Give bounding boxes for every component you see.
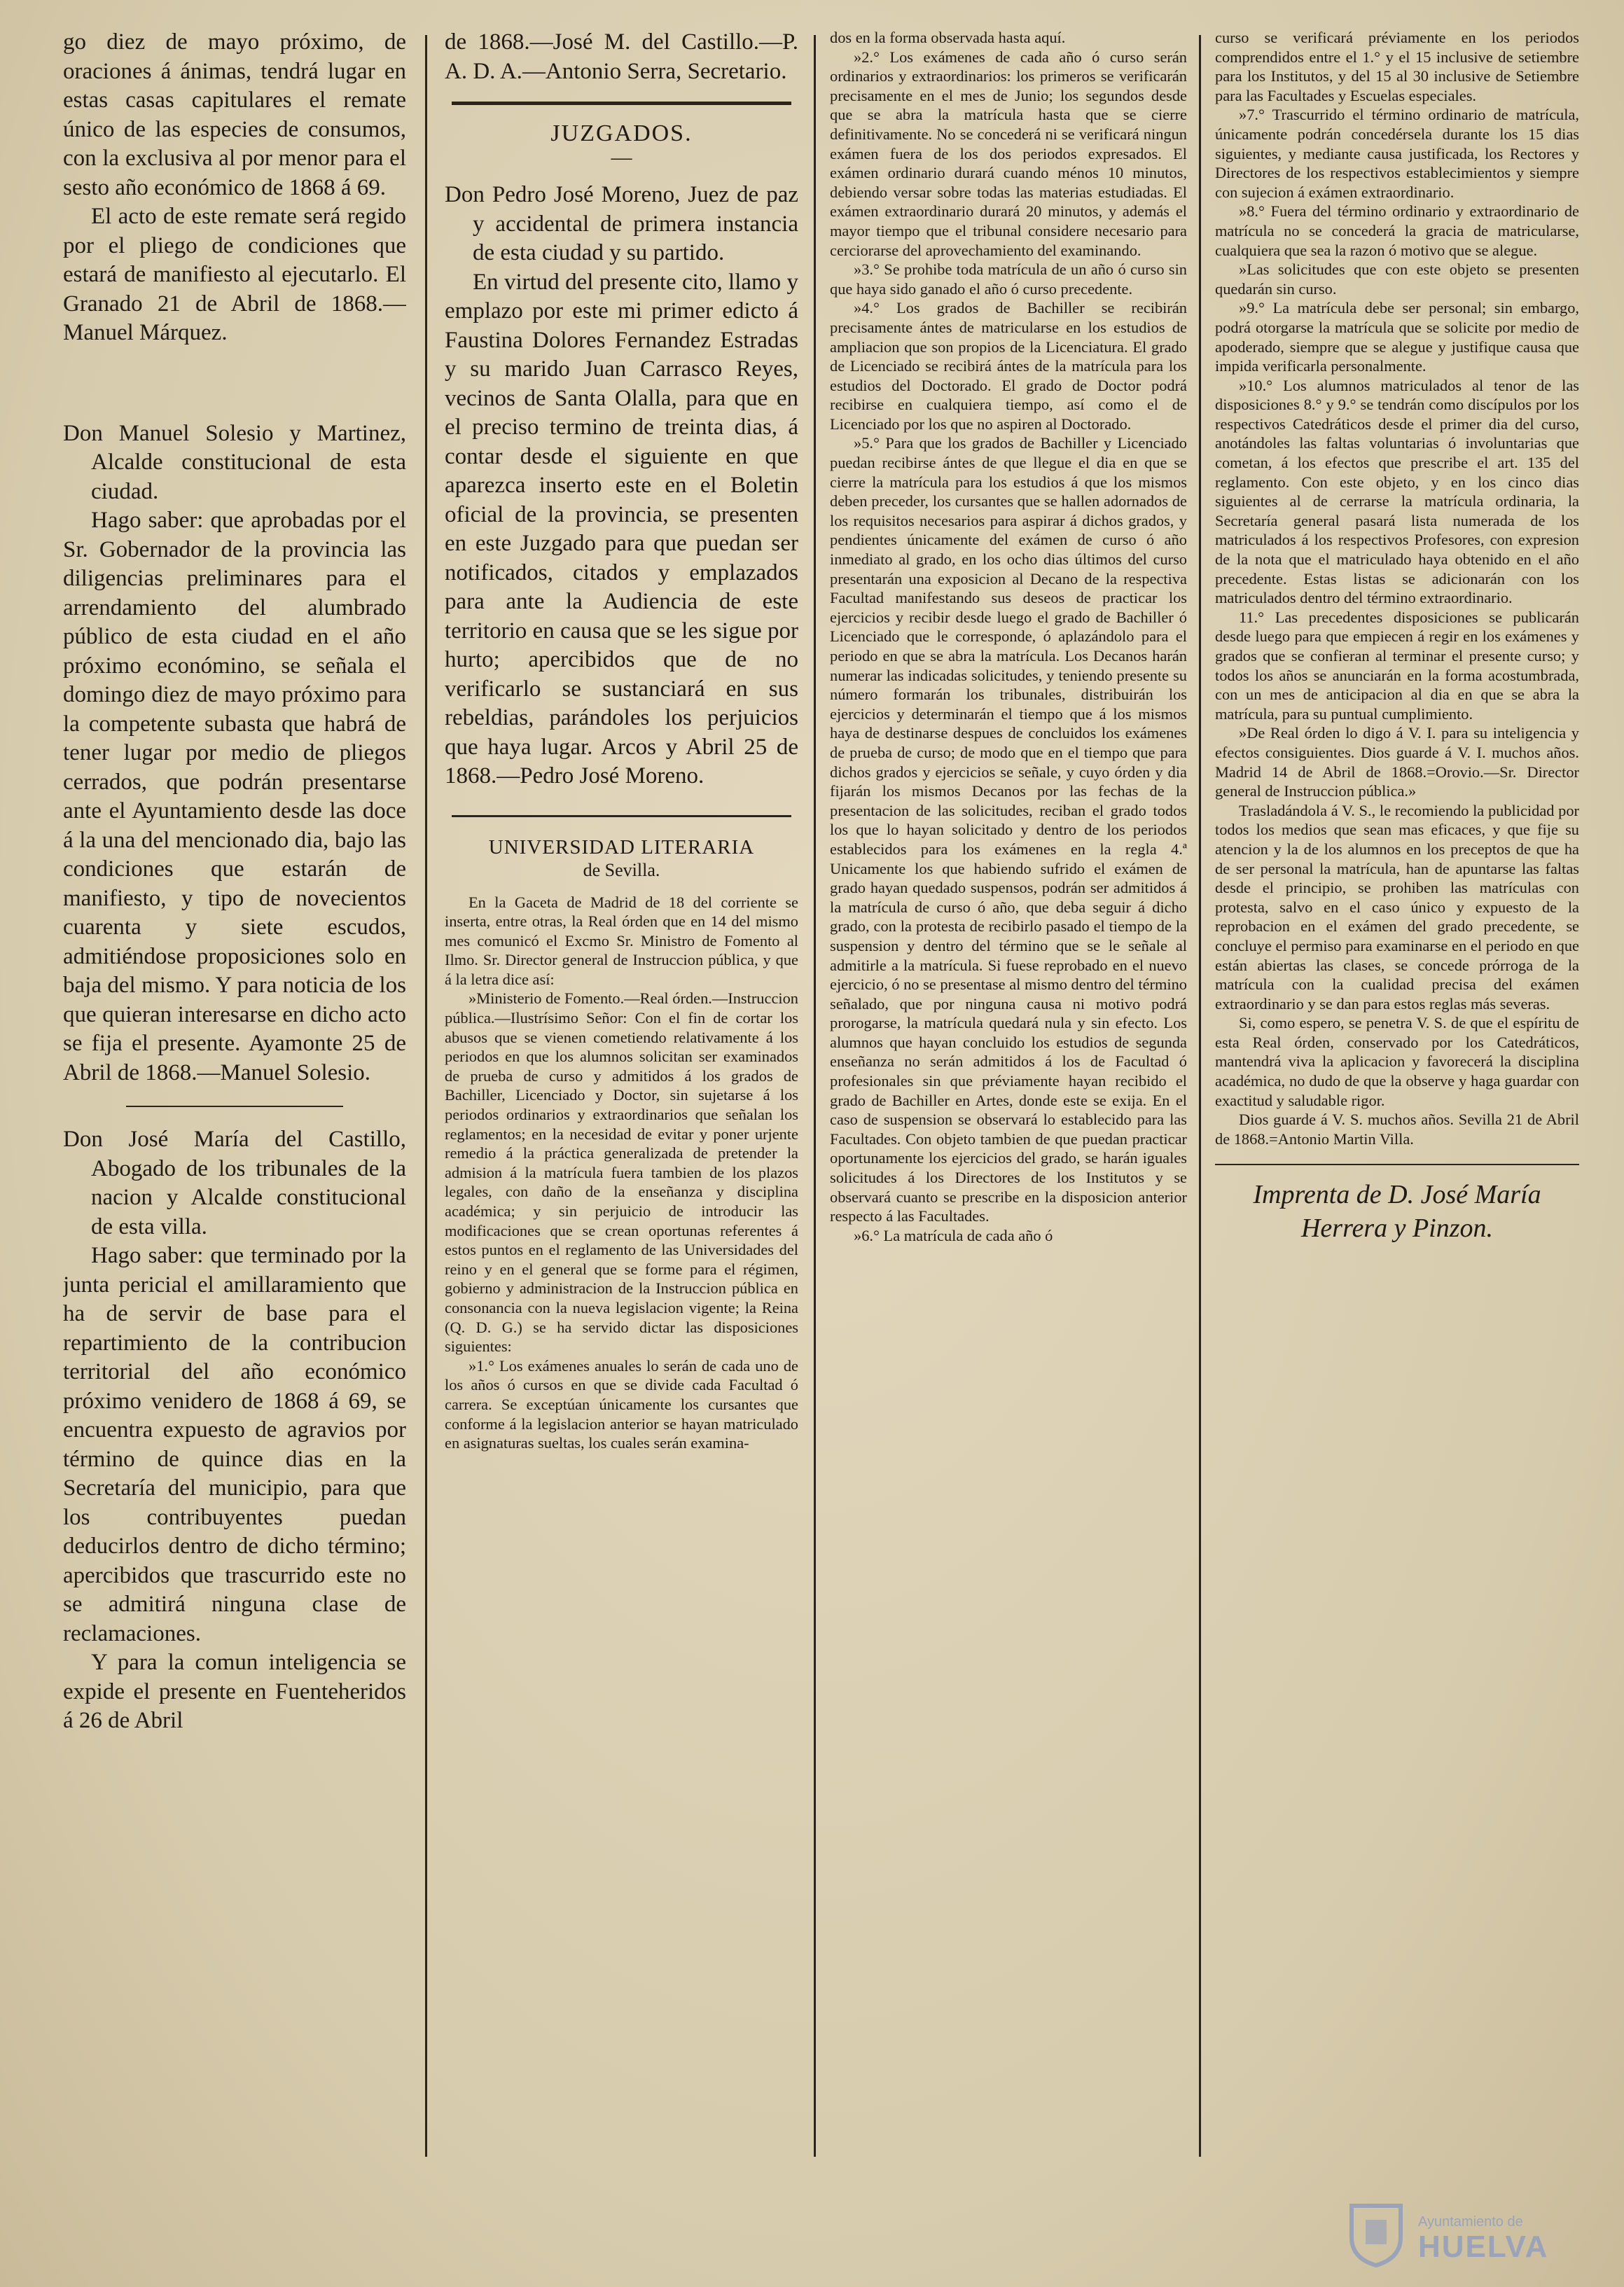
column-rule	[814, 35, 816, 2157]
paragraph: En virtud del presente cito, llamo y emplazo por este mi primer edicto á Faustina Dolores Fernandez Estradas y su marido Juan Carrasco Reyes, vecinos de Santa Olalla, para que en el preciso termino de treinta dias, á contar desde el siguiente en que aparezca inserto este en el Boletin oficial de la provincia, se presenten en este Juzgado para que puedan ser notificados, citados y emplazados para ante la Audiencia de este territorio en causa que se les sigue por hurto; apercibidos que de no verificarlo se sustanciará en sus rebeldias, parándoles los perjuicios que haya lugar. Arcos y Abril 25 de 1868.—Pedro José Moreno.	[445, 269, 798, 788]
paragraph: Trasladándola á V. S., le recomiendo la publicidad por todos los medios que sean mas eficaces, y que fije su atencion y la de los alumnos en los preceptos de que ha de ser personal la matrícula, han de apuntarse las faltas desde el principio, se prohiben las matrículas con protesta, salvo en el caso único y expuesto de la reprobacion en el exámen del grado precedente, se concluye el permiso para examinarse en el periodo en que están abiertas las clases, se concede prórroga de la matrícula con la cualidad precisa del exámen extraordinario y se dan para estos reglas más severas.	[1215, 801, 1579, 1013]
paragraph: go diez de mayo próximo, de oraciones á ánimas, tendrá lugar en estas casas capitulares el remate único de las especies de consumos, con la exclusiva al por menor para el sesto año económico de 1868 á 69.	[63, 29, 406, 200]
printer-imprint: Imprenta de D. José María	[1253, 1180, 1541, 1210]
paragraph: Y para la comun inteligencia se expide el presente en Fuenteheridos á 26 de Abril	[63, 1650, 406, 1733]
paragraph: »1.° Los exámenes anuales lo serán de cada uno de los años ó cursos en que se divide cada Facultad ó carrera. Se exceptúan únicamente los cursantes que conforme á la legislacion anterior se hayan matriculado en asignaturas sueltas, los cuales serán examina-	[445, 1356, 798, 1452]
paragraph: »4.° Los grados de Bachiller se recibirán precisamente ántes de matricularse en los estudios de ampliacion que son propios de la Licenciatura. El grado de Licenciado se recibirá ántes de la matrícula para los estudios del Doctorado. El grado de Doctor podrá recibirse en cualquiera tiempo, así como el de Licenciado por los que no aspiren al Doctorado.	[830, 299, 1187, 433]
paragraph: »Ministerio de Fomento.—Real órden.—Instruccion pública.—Ilustrísimo Señor: Con el fin de cortar los abusos que se vienen cometiendo relativamente á los periodos en que los alumnos solicitan ser examinados de prueba de curso y admitidos á los grados de Bachiller, Licenciado y Doctor, sin sujetarse á los periodos ordinarios y extraordinarios que señalan los reglamentos; en la necesidad de evitar y poner urjente remedio á la práctica generalizada de pretender la admision á la matrícula fuera tambien de los plazos legales, con daño de la enseñanza y disciplina académica; y sin perjuicio de introducir las modificaciones que se crean oportunas referentes á estos puntos en el reglamento de las Universidades del reino y en el general que se forme para el régimen, gobierno y administracion de la Instruccion pública en consonancia con la nueva legislacion vigente; la Reina (Q. D. G.) se ha servido dictar las disposiciones siguientes:	[445, 989, 798, 1356]
paragraph: Hago saber: que aprobadas por el Sr. Gobernador de la provincia las diligencias preliminares para el arrendamiento del alumbrado público de esta ciudad en el año próximo económino, se señala el domingo diez de mayo próximo para la competente subasta que habrá de tener lugar por medio de pliegos cerrados, que podrán presentarse ante el Ayuntamiento desde las doce á la una del mencionado dia, bajo las condiciones que estarán de manifiesto, y tipo de novecientos cuarenta y siete escudos, admitiéndose proposiciones solo en baja del mismo. Y para noticia de los que quieran interesarse en dicho acto se fija el presente. Ayamonte 25 de Abril de 1868.—Manuel Solesio.	[63, 508, 406, 1085]
paragraph: »Las solicitudes que con este objeto se presenten quedarán sin curso.	[1215, 260, 1579, 298]
separator-rule	[126, 1106, 343, 1107]
paragraph: de 1868.—José M. del Castillo.—P. A. D. A.—Antonio Serra, Secretario.	[445, 29, 798, 84]
column-1	[63, 28, 406, 1736]
paragraph: En la Gaceta de Madrid de 18 del corriente se inserta, entre otras, la Real órden que en 14 del mismo mes comunicó el Excmo Sr. Ministro de Fomento al Ilmo. Sr. Director general de Instruccion pública, y que á la letra dice así:	[445, 893, 798, 988]
paragraph: »9.° La matrícula debe ser personal; sin embargo, podrá otorgarse la matrícula que se solicite por medio de apoderado, siempre que se alegue y justifique causa que impida verificarla personalmente.	[1215, 299, 1579, 375]
section-heading: UNIVERSIDAD LITERARIA	[488, 835, 755, 859]
column-rule	[1199, 35, 1201, 2157]
paragraph: »3.° Se prohibe toda matrícula de un año ó curso sin que haya sido ganado el año ó curso precedente.	[830, 260, 1187, 298]
section-rule	[452, 102, 791, 105]
column-3	[830, 28, 1187, 1245]
column-2	[445, 28, 798, 1453]
section-subheading: de Sevilla.	[583, 859, 660, 880]
coat-of-arms-icon	[1341, 2199, 1411, 2269]
watermark-line: HUELVA	[1418, 2230, 1549, 2264]
heading-dash: —	[611, 146, 632, 169]
paragraph: El acto de este remate será regido por el pliego de condiciones que estará de manifiesto al ejecutarlo. El Granado 21 de Abril de 1868.—Manuel Márquez.	[63, 204, 406, 345]
section-heading: JUZGADOS.	[550, 120, 693, 146]
column-rule	[425, 35, 427, 2157]
section-rule	[452, 815, 791, 817]
paragraph: »7.° Trascurrido el término ordinario de matrícula, únicamente podrán concedérsela durante los 15 dias siguientes, y mediante causa justificada, los Rectores y Directores de los respectivos establecimientos y siempre con sujecion á exámen extraordinario.	[1215, 106, 1579, 201]
notice-header: Don Manuel Solesio y Martinez, Alcalde constitucional de esta ciudad.	[63, 420, 406, 504]
paragraph: Hago saber: que terminado por la junta pericial el amillaramiento que ha de servir de base para el repartimiento de la contribucion territorial del año económico próximo venidero de 1868 á 69, se encuentra expuesto de agravios por término de quince dias en la Secretaría del municipio, para que los contribuyentes puedan deducirlos dentro de dicho término; apercibidos que trascurrido este no se admitirá ninguna clase de reclamaciones.	[63, 1243, 406, 1646]
archive-watermark	[1341, 2199, 1572, 2276]
separator-rule	[1215, 1164, 1579, 1165]
notice-header: Don Pedro José Moreno, Juez de paz y accidental de primera instancia de esta ciudad y su partido.	[445, 182, 798, 265]
paragraph: dos en la forma observada hasta aquí.	[830, 29, 1066, 46]
paragraph: curso se verificará préviamente en los periodos comprendidos entre el 1.° y el 15 inclusive de setiembre para los Institutos, y del 15 al 30 inclusive de Setiembre para las Facultades y Escuelas especiales.	[1215, 29, 1579, 104]
paragraph: Si, como espero, se penetra V. S. de que el espíritu de esta Real órden, conservado por los Catedráticos, mantendrá viva la aplicacion y favorecerá la disciplina académica, no dudo de que la observe y haga guardar con exactitud y saludable rigor.	[1215, 1014, 1579, 1109]
paragraph: »De Real órden lo digo á V. I. para su inteligencia y efectos consiguientes. Dios guarde á V. I. muchos años. Madrid 14 de Abril de 1868.=Orovio.—Sr. Director general de Instruccion pública.»	[1215, 724, 1579, 800]
printer-imprint: Herrera y Pinzon.	[1300, 1214, 1494, 1244]
paragraph: »2.° Los exámenes de cada año ó curso serán ordinarios y extraordinarios: los primeros se verificarán precisamente en el mes de Junio; los segundos desde que se abra la matrícula hasta que se cierre definitivamente. No se concederá ni se verificará ningun exámen fuera de los dos periodos expresados. El exámen ordinario durará cuando ménos 10 minutos, debiendo versar sobre todas las materias estudiadas. El exámen extraordinario durará 20 minutos, y además el mayor tiempo que el tribunal considere necesario para cerciorarse del aprovechamiento del examinando.	[830, 48, 1187, 259]
paragraph: Dios guarde á V. S. muchos años. Sevilla 21 de Abril de 1868.=Antonio Martin Villa.	[1215, 1111, 1579, 1148]
watermark-line: Ayuntamiento de	[1418, 2214, 1523, 2230]
paragraph: 11.° Las precedentes disposiciones se publicarán desde luego para que empiecen á regir en los exámenes y grados que se confieran al terminar el presente curso; y todos los años se anunciarán en la forma acostumbrada, con un mes de anticipacion al dia en que se abra la matrícula, para su puntual cumplimiento.	[1215, 608, 1579, 723]
paragraph: »8.° Fuera del término ordinario y extraordinario de matrícula no se concederá la gracia de matricularse, cualquiera que sea la razon ó motivo que se alegue.	[1215, 202, 1579, 259]
paragraph: »5.° Para que los grados de Bachiller y Licenciado puedan recibirse ántes de que llegue el dia en que se cierre la matrícula para los estudios á que los mismos deben preceder, los cursantes que se hallen adornados de los requisitos necesarios para aspirar á dichos grados, y pendientes únicamente del exámen de curso ó año inmediato al grado, en los ocho dias últimos del curso presentarán una exposicion al Decano de la respectiva Facultad manifestando sus deseos de practicar los ejercicios y recibir desde luego el grado de Bachiller ó Licenciado que le corresponde, ó aplazándolo para el periodo en que se abra la matrícula. Los Decanos harán numerar las indicadas solicitudes, y teniendo presente su número formarán los tribunales, distribuirán los ejercicios y determinarán el tiempo que á los mismos haya de destinarse despues de concluidos los exámenes de prueba de curso; de modo que en el tiempo que para dichos grados y ejercicios se señale, y cuyo órden y dia fijarán los mismos Decanos por las fechas de la presentacion de las solicitudes, reciban el grado todos los que lo hayan solicitado y dentro de los periodos establecidos para los exámenes en la regla 4.ª Unicamente los que habiendo sufrido el exámen de grado hayan quedado suspensos, podrán ser admitidos á la matrícula de curso ó año, que deba seguir á dicho grado, con la protesta de recibirlo pasado el tiempo de la suspension y dentro del término que se le señale al admitirle a la matrícula. Si fuese reprobado en el nuevo ejercicio, ó no se presentase al mismo dentro del término señalado, que por ninguna causa ni motivo podrá prorogarse, la matrícula quedará nula y sin efecto. Los alumnos que hayan concluido los estudios de segunda enseñanza no serán admitidos á los de Facultad ó profesionales sin que préviamente hayan recibido el grado de Bachiller en Artes, donde este se exija. En el caso de suspension se observará lo establecido para las Facultades. Con objeto tambien de que puedan practicar oportunamente los ejercicios del grado, se harán iguales solicitudes á los Directores de los Institutos y se observará cuanto se prescribe en la disposicion anterior respecto á las Facultades.	[830, 434, 1187, 1225]
column-4	[1215, 28, 1579, 1245]
notice-header: Don José María del Castillo, Abogado de los tribunales de la nacion y Alcalde constitucional de esta villa.	[63, 1127, 406, 1239]
paragraph: »10.° Los alumnos matriculados al tenor de las disposiciones 8.° y 9.° se tendrán como discípulos por los respectivos Catedráticos desde el primer dia del curso, anotándoles las faltas voluntarias ó involuntarias que cometan, á los efectos que prescribe el art. 135 del reglamento. Con este objeto, y en los cinco dias siguientes al de cerrarse la matrícula ordinaria, la Secretaría general pasará lista numerada de los matriculados á los respectivos Profesores, con expresion de la nota que el matriculado haya obtenido en el año precedente. Estas listas se adicionarán con los matriculados dentro del término extraordinario.	[1215, 376, 1579, 607]
paragraph: »6.° La matrícula de cada año ó	[854, 1226, 1053, 1244]
